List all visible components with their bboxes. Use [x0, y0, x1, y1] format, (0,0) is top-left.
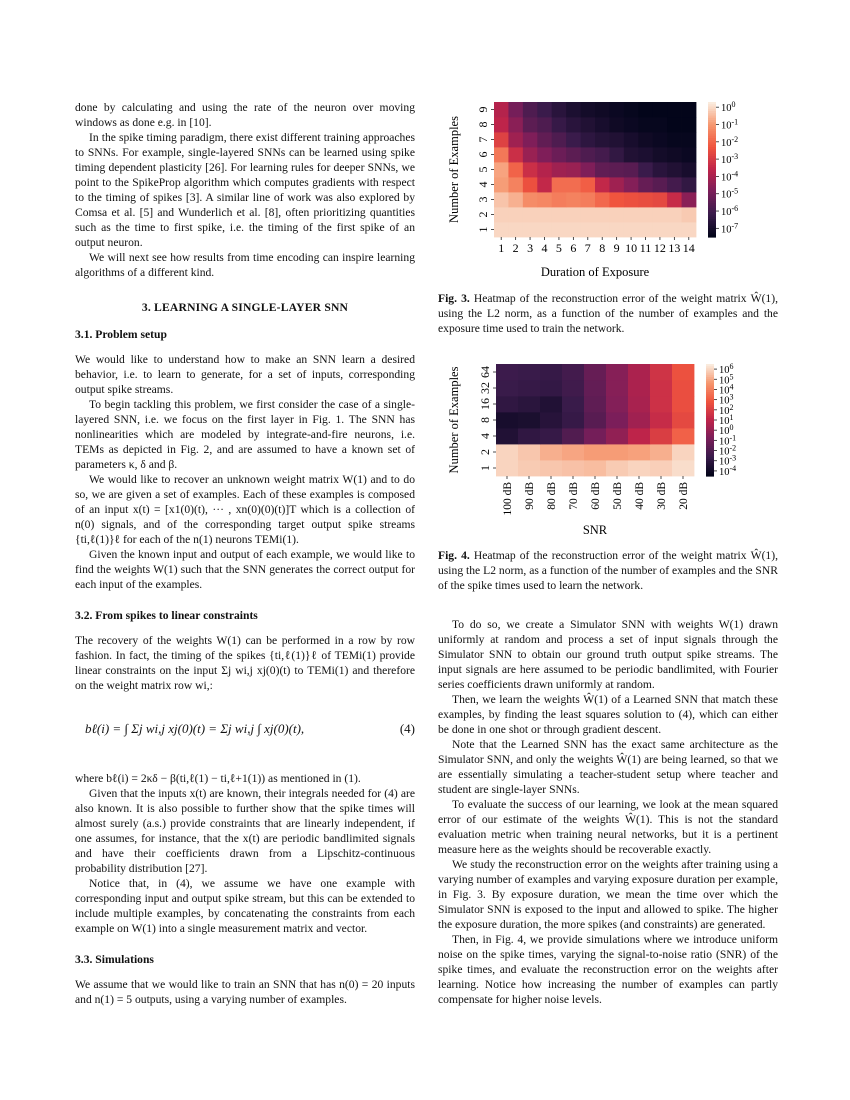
heatmap-cell [628, 444, 650, 460]
heatmap-cell [537, 177, 552, 192]
heatmap-cell [624, 162, 639, 177]
heatmap-cell [562, 412, 584, 428]
heatmap-cell [667, 192, 682, 207]
heatmap-cell [581, 177, 596, 192]
heatmap-cell [494, 132, 509, 147]
heatmap-cell [540, 364, 562, 380]
paragraph-problem-4: Given the known input and output of each example, we would like to find the weights W(1) such that the SNN generates the correct output for each input of the examples. [75, 548, 415, 591]
heatmap-cell [609, 177, 624, 192]
heatmap-cell [638, 102, 653, 117]
x-tick-label: 10 [625, 241, 638, 255]
heatmap-cell [595, 147, 610, 162]
heatmap-cell [566, 102, 581, 117]
colorbar-tick-label: $10^{-5}$ [721, 186, 739, 201]
heatmap-cell [562, 428, 584, 444]
heatmap-cell [518, 428, 540, 444]
heatmap-cell [682, 222, 697, 237]
heatmap-cell [606, 444, 628, 460]
heatmap-cell [537, 102, 552, 117]
heatmap-cell [653, 132, 668, 147]
colorbar-tick-label: $10^{-1}$ [721, 117, 739, 132]
x-axis-label: Duration of Exposure [540, 265, 650, 279]
x-tick-label: 1 [498, 241, 505, 255]
heatmap-cell [581, 207, 596, 222]
heatmap-cell [606, 412, 628, 428]
heatmap-cell [650, 444, 672, 460]
heatmap-cell [508, 177, 523, 192]
y-axis-label: Number of Examples [447, 116, 461, 223]
heatmap-cell [518, 364, 540, 380]
heatmap-cell [540, 460, 562, 476]
paragraph-right-3: Note that the Learned SNN has the exact same architecture as the Simulator SNN, and only the weights Ŵ(1) are being learned, so that we are essentially simulating a teacher-student setup where teacher and student are single-layer SNNs. [438, 738, 778, 796]
heatmap-cell [667, 147, 682, 162]
heatmap-cell [523, 117, 538, 132]
y-tick-label: 4 [476, 181, 490, 188]
heatmap-cell [628, 460, 650, 476]
y-tick-label: 1 [476, 226, 490, 233]
section-title: 3. LEARNING A SINGLE-LAYER SNN [141, 301, 349, 314]
heatmap-cell [566, 117, 581, 132]
y-tick-label: 5 [476, 166, 490, 173]
y-tick-label: 2 [476, 211, 490, 218]
colorbar-segment [706, 474, 714, 476]
colorbar-tick-label: $10^{-3}$ [719, 453, 737, 468]
heatmap-cell [682, 162, 697, 177]
heatmap-cell [566, 162, 581, 177]
heatmap-cell [496, 396, 518, 412]
heatmap-cell [672, 428, 694, 444]
heatmap-cell [552, 207, 567, 222]
colorbar-tick-label: $10^{-3}$ [721, 152, 739, 167]
fig3-heatmap [438, 100, 778, 285]
heatmap-cell [537, 207, 552, 222]
heatmap-cell [537, 117, 552, 132]
heatmap-cell [508, 207, 523, 222]
x-tick-label: 3 [527, 241, 534, 255]
heatmap-cell [595, 192, 610, 207]
heatmap-cell [609, 102, 624, 117]
heatmap-cell [494, 222, 509, 237]
paragraph-constraints-3: Given that the inputs x(t) are known, their integrals needed for (4) are also known. It is also possible to further show that the spike times will almost surely (a.s.) provide constraints that are linearly independent, if one assumes, for instance, that the x(t) are periodic bandlimited signals and have their coefficients drawn from a Lipschitz-continuous probability distribution [27]. [75, 787, 415, 875]
heatmap-cell [682, 132, 697, 147]
heatmap-cell [581, 192, 596, 207]
figure-4 [438, 362, 778, 544]
heatmap-cell [650, 364, 672, 380]
subsection-title-problem-setup: 3.1. Problem setup [75, 328, 167, 341]
y-tick-label: 16 [478, 398, 492, 410]
y-tick-label: 8 [476, 121, 490, 128]
heatmap-cell [566, 192, 581, 207]
heatmap-cell [494, 102, 509, 117]
equation-body: bℓ(i) = ∫ Σj wi,j xj(0)(t) = Σj wi,j ∫ xj(0)(t), [85, 721, 305, 736]
heatmap-cell [653, 162, 668, 177]
heatmap-cell [628, 412, 650, 428]
heatmap-cell [653, 177, 668, 192]
paragraph-right-1: To do so, we create a Simulator SNN with weights W(1) drawn uniformly at random and process a set of input signals through the Simulator SNN to obtain our ground truth output spike streams. The input signals are here assumed to be periodic bandlimited, with Fourier series coefficients drawn uniformly at random. [438, 618, 778, 691]
heatmap-cell [496, 460, 518, 476]
heatmap-cell [606, 460, 628, 476]
heatmap-cell [595, 222, 610, 237]
heatmap-cell [523, 222, 538, 237]
heatmap-cell [653, 192, 668, 207]
equation-number: (4) [399, 721, 415, 736]
heatmap-cell [638, 162, 653, 177]
heatmap-cell [638, 207, 653, 222]
heatmap-cell [540, 380, 562, 396]
heatmap-cell [595, 207, 610, 222]
x-tick-label: 50 dB [612, 482, 624, 510]
x-tick-label: 8 [599, 241, 606, 255]
heatmap-cell [667, 207, 682, 222]
y-tick-label: 9 [476, 106, 490, 113]
heatmap-cell [562, 460, 584, 476]
heatmap-cell [650, 460, 672, 476]
fig4-caption-text: Heatmap of the reconstruction error of the weight matrix Ŵ(1), using the L2 norm, as a function of the number of examples and the SNR of the spike times used to learn the network. [438, 549, 778, 592]
colorbar-tick-label: $10^{-7}$ [721, 221, 739, 236]
heatmap-cell [540, 396, 562, 412]
colorbar-tick-label: $10^{-4}$ [721, 169, 739, 184]
heatmap-cell [628, 396, 650, 412]
heatmap-cell [606, 428, 628, 444]
heatmap-cell [584, 380, 606, 396]
heatmap-cell [653, 207, 668, 222]
heatmap-cell [562, 396, 584, 412]
y-tick-label: 6 [476, 151, 490, 158]
paragraph-next: We will next see how results from time encoding can inspire learning algorithms of a different kind. [75, 251, 415, 279]
heatmap-cell [552, 192, 567, 207]
heatmap-cell [667, 102, 682, 117]
y-tick-label: 1 [478, 465, 492, 471]
heatmap-cell [606, 396, 628, 412]
heatmap-cell [606, 364, 628, 380]
heatmap-cell [537, 147, 552, 162]
heatmap-cell [523, 177, 538, 192]
heatmap-cell [552, 222, 567, 237]
heatmap-cell [609, 117, 624, 132]
x-tick-label: 14 [682, 241, 695, 255]
heatmap-cell [672, 364, 694, 380]
heatmap-cell [595, 117, 610, 132]
heatmap-cell [672, 444, 694, 460]
heatmap-cell [609, 222, 624, 237]
heatmap-cell [552, 147, 567, 162]
colorbar-tick-label: $10^2$ [719, 402, 734, 417]
colorbar-tick-label: $10^5$ [719, 372, 734, 387]
heatmap-cell [682, 177, 697, 192]
x-tick-label: 40 dB [634, 482, 646, 510]
x-tick-label: 80 dB [546, 482, 558, 510]
heatmap-cell [667, 162, 682, 177]
heatmap-cell [552, 132, 567, 147]
heatmap-cell [562, 364, 584, 380]
heatmap-cell [624, 117, 639, 132]
x-tick-label: 5 [555, 241, 562, 255]
heatmap-cell [494, 207, 509, 222]
heatmap-cell [496, 428, 518, 444]
heatmap-cell [581, 147, 596, 162]
paragraph-right-6: Then, in Fig. 4, we provide simulations where we introduce uniform noise on the spike times, varying the signal-to-noise ratio (SNR) of the spike times, and evaluate the reconstruction error on the weights after learning. Notice how increasing the number of examples can partly compensate for higher noise levels. [438, 933, 778, 1006]
heatmap-cell [566, 147, 581, 162]
heatmap-cell [508, 162, 523, 177]
heatmap-cell [624, 132, 639, 147]
heatmap-cell [595, 162, 610, 177]
x-tick-label: 100 dB [502, 482, 514, 516]
heatmap-cell [609, 162, 624, 177]
colorbar-tick-label: $10^1$ [719, 413, 734, 427]
figure-3 [438, 100, 778, 289]
heatmap-cell [667, 117, 682, 132]
heatmap-cell [653, 222, 668, 237]
paragraph-right-4: To evaluate the success of our learning, we look at the mean squared error of our estimate of the weights Ŵ(1). This is not the standard evaluation metric when training neural networks, but it is a pertinent measure here as the weights should be recoverable exactly. [438, 798, 778, 856]
colorbar-tick-label: $10^6$ [719, 362, 734, 377]
heatmap-cell [595, 102, 610, 117]
heatmap-cell [628, 428, 650, 444]
heatmap-cell [672, 396, 694, 412]
heatmap-cell [508, 132, 523, 147]
heatmap-cell [609, 207, 624, 222]
heatmap-cell [624, 147, 639, 162]
heatmap-cell [682, 147, 697, 162]
heatmap-cell [537, 132, 552, 147]
heatmap-cell [508, 102, 523, 117]
y-tick-label: 4 [478, 433, 492, 439]
colorbar-tick-label: $10^0$ [719, 423, 734, 438]
equation-4 [75, 709, 415, 755]
x-tick-label: 6 [570, 241, 577, 255]
paragraph-simulations-1: We assume that we would like to train an SNN that has n(0) = 20 inputs and n(1) = 5 outputs, using a varying number of examples. [75, 978, 415, 1006]
heatmap-cell [508, 192, 523, 207]
x-tick-label: 4 [541, 241, 548, 255]
heatmap-cell [638, 132, 653, 147]
fig3-caption-text: Heatmap of the reconstruction error of the weight matrix Ŵ(1), using the L2 norm, as a function of the number of examples and the exposure time used to train the network. [438, 292, 778, 335]
y-axis-label: Number of Examples [447, 366, 461, 474]
heatmap-cell [540, 412, 562, 428]
heatmap-cell [552, 162, 567, 177]
heatmap-cell [638, 192, 653, 207]
heatmap-cell [584, 428, 606, 444]
colorbar-tick-label: $10^{-4}$ [719, 463, 737, 478]
subsection-title-simulations: 3.3. Simulations [75, 953, 154, 966]
heatmap-cell [638, 147, 653, 162]
paragraph-right-2: Then, we learn the weights Ŵ(1) of a Learned SNN that match these examples, by finding the least squares solution to (4), which can either be done in one shot or through gradient descent. [438, 693, 778, 736]
heatmap-cell [650, 380, 672, 396]
heatmap-cell [638, 222, 653, 237]
y-tick-label: 64 [478, 366, 492, 378]
paragraph-problem-1: We would like to understand how to make an SNN learn a desired behavior, i.e. to learn to generate, for a set of inputs, corresponding output spike streams. [75, 353, 415, 396]
heatmap-cell [523, 147, 538, 162]
heatmap-cell [537, 162, 552, 177]
heatmap-cell [552, 102, 567, 117]
heatmap-cell [650, 428, 672, 444]
heatmap-cell [494, 192, 509, 207]
heatmap-cell [667, 177, 682, 192]
heatmap-cell [624, 222, 639, 237]
y-tick-label: 3 [476, 196, 490, 203]
fig3-caption [438, 291, 778, 336]
heatmap-cell [650, 396, 672, 412]
fig3-caption-label: Fig. 3. [438, 292, 470, 305]
paragraph-spike-timing: In the spike timing paradigm, there exist different training approaches to SNNs. For example, single-layered SNNs can be learned using spike timing dependent plasticity [26]. For learning rules for deeper SNNs, we point to the SpikeProp algorithm which computes gradients with respect to the timing of spikes [3]. A similar line of work was also explored by Comsa et al. [5] and Wunderlich et al. [8], often prioritizing quantities such as the time to first spike, i.e. the timing of the first spike of an output neuron. [75, 131, 415, 249]
colorbar-tick-label: $10^{-6}$ [721, 204, 739, 219]
heatmap-cell [667, 222, 682, 237]
heatmap-cell [595, 177, 610, 192]
heatmap-cell [552, 117, 567, 132]
heatmap-cell [518, 460, 540, 476]
heatmap-cell [581, 222, 596, 237]
left-column [75, 100, 415, 1007]
heatmap-cell [584, 412, 606, 428]
heatmap-cell [624, 102, 639, 117]
heatmap-cell [638, 117, 653, 132]
heatmap-cell [606, 380, 628, 396]
heatmap-cell [653, 102, 668, 117]
heatmap-cell [667, 132, 682, 147]
heatmap-cell [508, 147, 523, 162]
y-tick-label: 8 [478, 417, 492, 423]
paragraph-constraints-2: where bℓ(i) = 2κδ − β(ti,ℓ(1) − ti,ℓ+1(1)) as mentioned in (1). [75, 772, 361, 785]
heatmap-cell [584, 444, 606, 460]
heatmap-cell [494, 162, 509, 177]
heatmap-cell [518, 444, 540, 460]
heatmap-cell [581, 132, 596, 147]
paragraph-constraints-1: The recovery of the weights W(1) can be performed in a row by row fashion. In fact, the timing of the spikes {ti,ℓ(1)}ℓ of TEMi(1) provide linear constraints on the input Σj wi,j xj(0)(t) to TEMi(1) and therefore on the weight matrix row wi,: [75, 634, 415, 692]
heatmap-cell [595, 132, 610, 147]
heatmap-cell [566, 177, 581, 192]
heatmap-cell [653, 117, 668, 132]
heatmap-cell [609, 147, 624, 162]
paragraph-constraints-4: Notice that, in (4), we assume we have one example with corresponding input and output spike stream, but this can be extended to include multiple examples, by concatenating the constraints from each example on W(1) into a single measurement matrix and vector. [75, 877, 415, 935]
fig4-caption [438, 548, 778, 593]
x-axis-label: SNR [582, 523, 608, 537]
colorbar-tick-label: $10^{-1}$ [719, 433, 737, 448]
heatmap-cell [682, 192, 697, 207]
heatmap-cell [682, 207, 697, 222]
colorbar-segment [708, 235, 716, 238]
x-tick-label: 60 dB [590, 482, 602, 510]
heatmap-cell [494, 117, 509, 132]
heatmap-cell [624, 207, 639, 222]
right-column [438, 100, 778, 1007]
fig4-heatmap [438, 362, 778, 540]
paragraph-problem-3: We would like to recover an unknown weight matrix W(1) and to do so, we are given a set of examples. Each of these examples is composed of an input x(t) = [x1(0)(t), ··· , xn(0)(0)(t)]T which is a collection of n(0) signals, and of the corresponding target output spike streams {ti,ℓ(1)}ℓ for each of the n(1) neurons TEMi(1). [75, 473, 415, 546]
heatmap-cell [682, 102, 697, 117]
heatmap-cell [672, 380, 694, 396]
heatmap-cell [523, 192, 538, 207]
x-tick-label: 9 [613, 241, 620, 255]
x-tick-label: 12 [653, 241, 666, 255]
heatmap-cell [494, 147, 509, 162]
fig4-caption-label: Fig. 4. [438, 549, 470, 562]
heatmap-cell [672, 412, 694, 428]
heatmap-cell [581, 102, 596, 117]
heatmap-cell [508, 117, 523, 132]
x-tick-label: 30 dB [656, 482, 668, 510]
heatmap-cell [638, 177, 653, 192]
heatmap-cell [562, 380, 584, 396]
heatmap-cell [540, 428, 562, 444]
heatmap-cell [682, 117, 697, 132]
heatmap-cell [523, 102, 538, 117]
heatmap-cell [552, 177, 567, 192]
right-body-text [438, 617, 778, 1007]
x-tick-label: 90 dB [524, 482, 536, 510]
heatmap-cell [566, 132, 581, 147]
heatmap-cell [537, 192, 552, 207]
paragraph-intro-end: done by calculating and using the rate of the neuron over moving windows as done e.g. in [10]. [75, 101, 415, 129]
heatmap-cell [518, 380, 540, 396]
heatmap-cell [494, 177, 509, 192]
heatmap-cell [609, 132, 624, 147]
colorbar-tick-label: $10^0$ [721, 100, 736, 115]
colorbar-tick-label: $10^{-2}$ [721, 134, 739, 149]
heatmap-cell [628, 364, 650, 380]
heatmap-cell [653, 147, 668, 162]
heatmap-cell [523, 207, 538, 222]
subsection-title-linear-constraints: 3.2. From spikes to linear constraints [75, 609, 258, 622]
heatmap-cell [537, 222, 552, 237]
heatmap-cell [518, 412, 540, 428]
heatmap-cell [496, 364, 518, 380]
y-tick-label: 7 [476, 136, 490, 143]
heatmap-cell [566, 207, 581, 222]
heatmap-cell [584, 396, 606, 412]
heatmap-cell [624, 177, 639, 192]
y-tick-label: 2 [478, 449, 492, 455]
heatmap-cell [581, 162, 596, 177]
heatmap-cell [672, 460, 694, 476]
x-tick-label: 13 [668, 241, 681, 255]
heatmap-cell [518, 396, 540, 412]
heatmap-cell [584, 460, 606, 476]
heatmap-cell [628, 380, 650, 396]
heatmap-cell [496, 444, 518, 460]
heatmap-cell [624, 192, 639, 207]
paragraph-problem-2: To begin tackling this problem, we first consider the case of a single-layered SNN, i.e. we focus on the first layer in Fig. 1. The SNN has nonlinearities which are modeled by integrate-and-fire neurons, i.e. TEMs as depicted in Fig. 2, and are assumed to have a known set of parameters κ, δ and β. [75, 398, 415, 471]
heatmap-cell [584, 364, 606, 380]
heatmap-cell [650, 412, 672, 428]
heatmap-cell [496, 380, 518, 396]
heatmap-cell [523, 162, 538, 177]
colorbar-tick-label: $10^4$ [719, 382, 734, 397]
x-tick-label: 2 [512, 241, 519, 255]
heatmap-cell [609, 192, 624, 207]
heatmap-cell [566, 222, 581, 237]
x-tick-label: 20 dB [678, 482, 690, 510]
paragraph-right-5: We study the reconstruction error on the weights after training using a varying number of examples and varying exposure duration per example, in Fig. 3. By exposure duration, we mean the time over which the Simulator SNN is exposed to the input and allowed to spike. The higher the exposure duration, the more spikes (and constraints) are generated. [438, 858, 778, 931]
heatmap-cell [508, 222, 523, 237]
y-tick-label: 32 [478, 382, 492, 394]
heatmap-cell [523, 132, 538, 147]
colorbar-tick-label: $10^{-2}$ [719, 443, 737, 458]
x-tick-label: 70 dB [568, 482, 580, 510]
x-tick-label: 7 [584, 241, 591, 255]
x-tick-label: 11 [639, 241, 652, 255]
heatmap-cell [581, 117, 596, 132]
heatmap-cell [496, 412, 518, 428]
heatmap-cell [540, 444, 562, 460]
heatmap-cell [562, 444, 584, 460]
colorbar-tick-label: $10^3$ [719, 392, 734, 407]
